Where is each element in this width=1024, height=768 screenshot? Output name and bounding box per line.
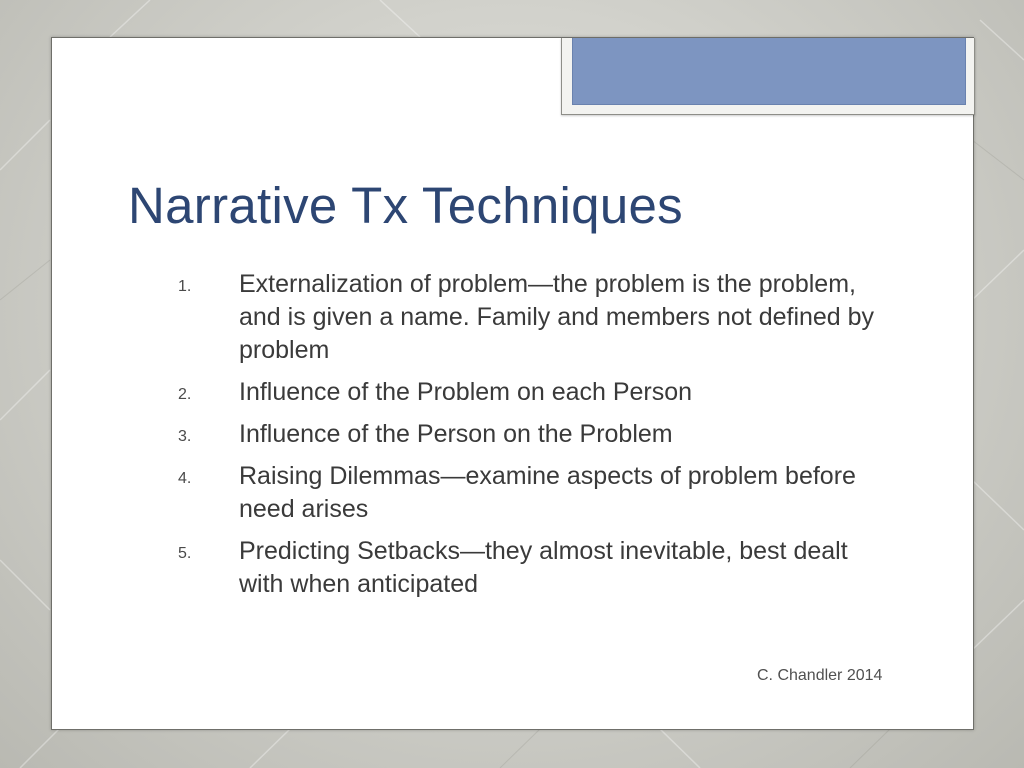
list-item-number: 5.: [178, 545, 192, 562]
list-item-number: 3.: [178, 428, 192, 445]
list-item: [178, 376, 878, 409]
technique-list: [178, 268, 878, 610]
list-item-text: Raising Dilemmas—examine aspects of problem before need arises: [239, 462, 856, 523]
list-item-text: Influence of the Problem on each Person: [239, 378, 693, 406]
list-item: [178, 535, 878, 601]
header-tab: [561, 38, 975, 115]
slide-title: Narrative Tx Techniques: [128, 177, 683, 234]
list-item-text: Influence of the Person on the Problem: [239, 420, 673, 448]
list-item-text: Predicting Setbacks—they almost inevitable, best dealt with when anticipated: [239, 537, 848, 598]
list-item: [178, 418, 878, 451]
list-item-text: Externalization of problem—the problem is the problem, and is given a name. Family and members not defined by problem: [239, 270, 875, 364]
list-item: [178, 268, 878, 367]
slide-footer: C. Chandler 2014: [757, 667, 883, 684]
list-item-number: 2.: [178, 386, 192, 403]
list-item-number: 4.: [178, 470, 192, 487]
header-tab-accent: [572, 38, 966, 105]
list-item-number: 1.: [178, 278, 192, 295]
list-item: [178, 460, 878, 526]
